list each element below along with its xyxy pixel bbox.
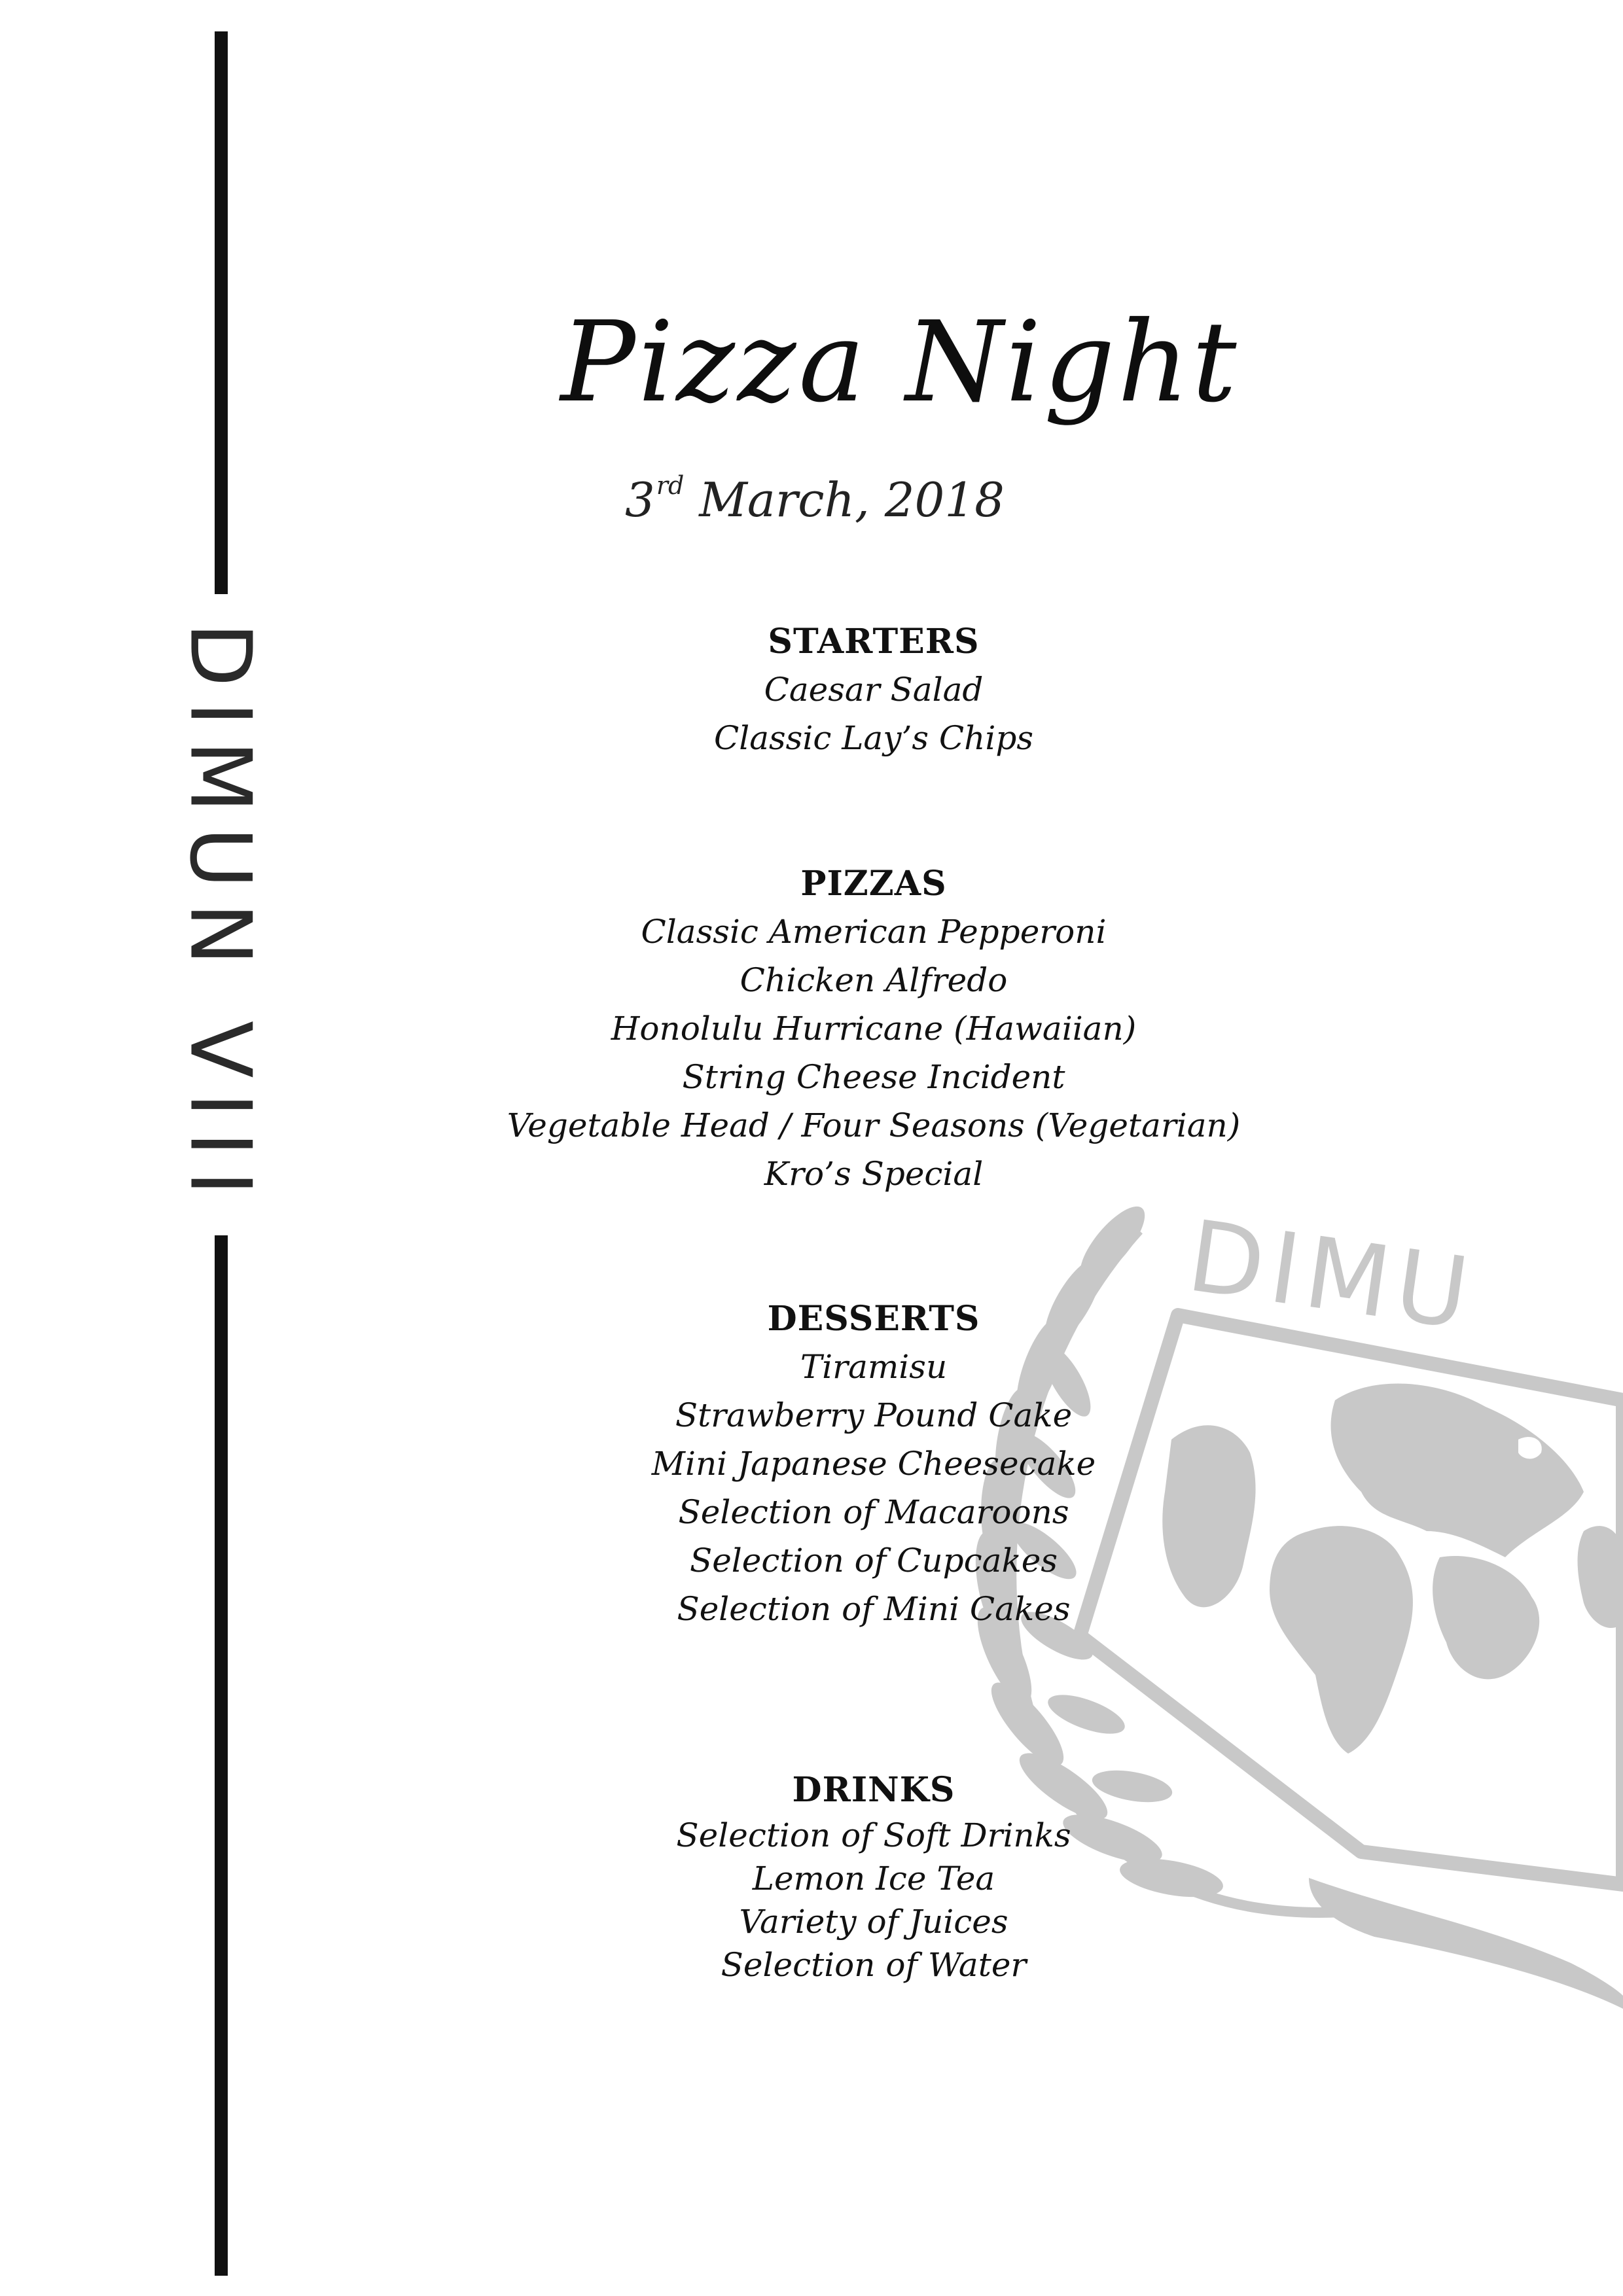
menu-item: Classic Lay’s Chips [713,719,1034,757]
section-heading: STARTERS [768,622,980,662]
menu-item: Selection of Mini Cakes [677,1590,1071,1628]
date-suffix: rd [656,471,685,500]
menu-item: Honolulu Hurricane (Hawaiian) [611,1010,1137,1048]
menu-item: Selection of Water [721,1946,1027,1984]
brand-vertical-text: DIMUN VIII [171,622,269,1210]
menu-item: Strawberry Pound Cake [675,1396,1073,1434]
watermark-text: DIMU [1181,1199,1482,1352]
page-title: Pizza Night [560,298,1240,427]
menu-item: Selection of Macaroons [678,1493,1069,1531]
menu-item: Classic American Pepperoni [641,913,1107,951]
section-heading: PIZZAS [800,864,947,904]
menu-item: Kro’s Special [764,1155,984,1193]
menu-item: Chicken Alfredo [740,961,1008,999]
section-heading: DRINKS [792,1770,955,1810]
menu-item: Tiramisu [800,1348,948,1386]
date-rest: March, 2018 [699,472,1005,527]
section-heading: DESSERTS [767,1299,980,1339]
menu-item: Vegetable Head / Four Seasons (Vegetarian) [507,1106,1241,1144]
menu-item: Caesar Salad [764,671,984,709]
section-desserts [0,1299,1623,1633]
menu-item: Lemon Ice Tea [752,1860,995,1898]
menu-item: Selection of Soft Drinks [676,1816,1071,1854]
menu-item: Selection of Cupcakes [689,1542,1058,1580]
menu-item: Mini Japanese Cheesecake [651,1445,1096,1483]
section-drinks [0,1770,1623,1987]
date-day: 3 [625,472,655,527]
menu-item: Variety of Juices [739,1903,1008,1941]
section-starters [0,622,1623,762]
menu-item: String Cheese Incident [682,1058,1065,1096]
section-pizzas [0,864,1623,1198]
event-date [0,471,1623,527]
